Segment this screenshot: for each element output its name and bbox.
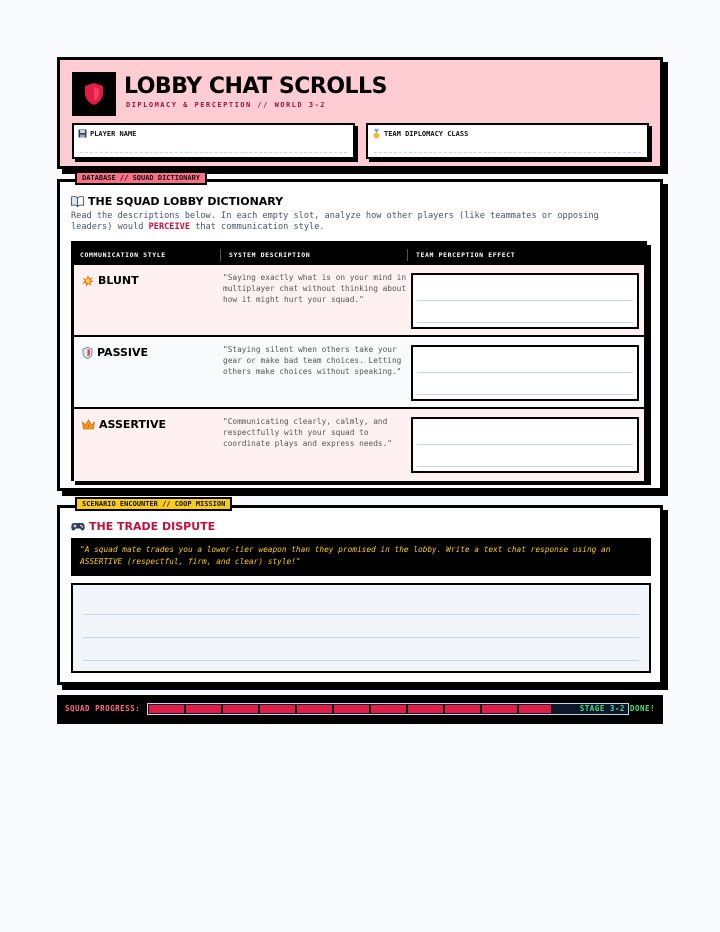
shield-icon xyxy=(83,82,105,106)
squad-progress-bar xyxy=(57,695,663,724)
dictionary-instructions: Read the descriptions below. In each empty slot, analyze how other players (like teammates or opposing leaders) would PERCEIVE that communication style. xyxy=(71,211,599,232)
scenario-response-input[interactable] xyxy=(71,583,651,673)
page-subtitle: DIPLOMACY & PERCEPTION // WORLD 3-2 xyxy=(126,101,327,109)
table-row xyxy=(74,265,644,337)
team-diplomacy-class-label: TEAM DIPLOMACY CLASS xyxy=(384,130,469,138)
progress-fill xyxy=(149,705,551,713)
perceive-highlight: PERCEIVE xyxy=(148,222,191,232)
dictionary-section-tag: DATABASE // SQUAD DICTIONARY xyxy=(75,171,207,185)
dictionary-card xyxy=(57,179,663,491)
dictionary-title: THE SQUAD LOBBY DICTIONARY xyxy=(88,195,284,208)
description-passive: "Staying silent when others take your gear or make bad team choices. Letting others make choices without speaking." xyxy=(223,345,402,376)
shield-icon xyxy=(82,347,93,359)
perception-input-blunt[interactable] xyxy=(411,273,639,329)
scenario-card xyxy=(57,505,663,685)
progress-done-label: STAGE 3-2 DONE! xyxy=(579,704,655,713)
open-book-icon xyxy=(71,196,84,207)
table-row xyxy=(74,409,644,481)
worksheet-header xyxy=(57,57,663,169)
player-name-line xyxy=(80,152,347,153)
description-blunt: "Saying exactly what is on your mind in multiplayer chat without thinking about how it might hurt your squad." xyxy=(223,273,407,304)
game-controller-icon xyxy=(71,522,85,532)
column-header-style: COMMUNICATION STYLE xyxy=(80,251,166,259)
column-header-perception: TEAM PERCEPTION EFFECT xyxy=(416,251,516,259)
table-row xyxy=(74,337,644,409)
medal-icon xyxy=(372,129,381,139)
team-diplomacy-class-field[interactable] xyxy=(366,123,649,159)
progress-label: SQUAD PROGRESS: xyxy=(65,704,141,713)
player-name-field[interactable] xyxy=(72,123,355,159)
column-header-description: SYSTEM DESCRIPTION xyxy=(229,251,311,259)
style-name-passive: PASSIVE xyxy=(97,346,149,359)
logo xyxy=(72,72,116,116)
scenario-prompt: "A squad mate trades you a lower-tier weapon than they promised in the lobby. Write a text chat response using an ASSERTIVE (respectful, firm, and clear) style!" xyxy=(71,538,651,576)
crown-icon xyxy=(82,419,95,430)
collision-icon xyxy=(82,275,94,287)
style-name-assertive: ASSERTIVE xyxy=(99,418,166,431)
perception-input-assertive[interactable] xyxy=(411,417,639,473)
table-header xyxy=(74,244,644,265)
scenario-section-tag: SCENARIO ENCOUNTER // COOP MISSION xyxy=(75,497,232,511)
perception-input-passive[interactable] xyxy=(411,345,639,401)
scenario-title: THE TRADE DISPUTE xyxy=(89,520,216,533)
style-name-blunt: BLUNT xyxy=(98,274,139,287)
player-name-label: PLAYER NAME xyxy=(90,129,137,138)
floppy-disk-icon xyxy=(78,129,87,138)
progress-track xyxy=(147,703,629,715)
description-assertive: "Communicating clearly, calmly, and respectfully with your squad to coordinate plays and express needs." xyxy=(223,417,392,448)
dictionary-table xyxy=(71,241,647,481)
team-diplomacy-class-line xyxy=(374,152,641,153)
page-title: LOBBY CHAT SCROLLS xyxy=(124,74,387,99)
